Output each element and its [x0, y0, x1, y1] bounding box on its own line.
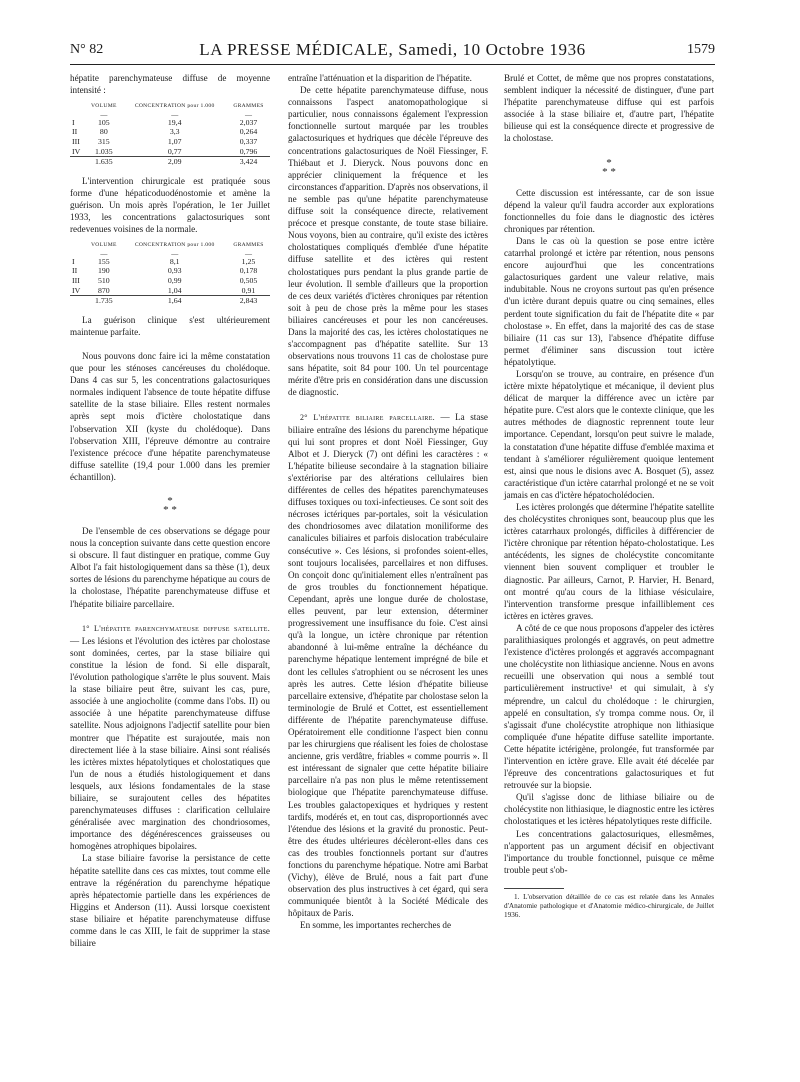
- galactosuria-table-1: VOLUME CONCENTRATION pour 1.000 GRAMMES — — — I 105 19,4 2,037 II 80 3,3 0,264 III 315 1,07 0,337 IV 1.035 0,77 0,796 1.635 2,09 3,424: [70, 102, 270, 167]
- table-row: II 80 3,3 0,264: [72, 127, 258, 137]
- page-header: [70, 40, 715, 62]
- paragraph: hépatite parenchymateuse diffuse de moyenne intensité :: [70, 73, 270, 96]
- column-1: [70, 72, 270, 949]
- column-2: [288, 72, 488, 932]
- paragraph: 2° L'hépatite biliaire parcellaire. — La stase biliaire entraîne des lésions du parenchyme hépatique qui lui sont propres et dont Noël Fiessinger, Guy Albot et J. Dieryck (7) ont défini les caractères : « L'hépatite bilieuse secondaire à la stagnation biliaire s'extériorise par des altérations cellulaires bien différentes de celles des hépatites parenchymateuses diffuses toxiques ou toxi-infectieuses. Ce sont soit des nécroses ictériques par-portales, soit la vésiculation des chondriosomes avec dilatation moniliforme des canalicules biliaires et parfois dislocation trabéculaire consécutive ». Ces lésions, si profondes soient-elles, sont toujours localisées, parcellaires et non diffuses. On conçoit donc qu'initialement elles n'entraînent pas de gros troubles du fonctionnement hépatique. Cependant, après une longue durée de cholostase, elles peuvent, par leur extension, déterminer progressivement une insuffisance du foie. C'est ainsi qu'à la longue, un ictère chronique par rétention abandonné à lui-même entraîne la déchéance du parenchyme hépatique lentement imprégné de bile et dont les cellules s'atrophient ou se nécrosent les unes après les autres. Cette lésion d'hépatite bilieuse parcellaire extensive, d'hépatite par cholostase selon la terminologie de Brulé et Cottet, est essentiellement différente de l'hépatite parenchymateuse diffuse. Opératoirement elle conditionne l'aspect bien connu par les chirurgiens que réalisent les foies de cholostase ancienne, gris verdâtre, friables « comme pourris ». Il est intéressant de signaler que cette hépatite biliaire parcellaire n'a pas non plus le même retentissement biologique que l'hépatite parenchymateuse diffuse. Les troubles galactopexiques et hydriques y restent tardifs, modérés et, en tout cas, disproportionnés avec l'étendue des lésions et la gravité du pronostic. Peut-être des études ultérieures décèleront-elles dans ces cas des troubles fonctionnels portant sur d'autres fonctions du parenchyme hépatique. Notre ami Barbat (Vichy), élève de Brulé, nous a fait part d'une observation des plus instructives à cet égard, qui sera communiquée bientôt à la Société Médicale des hôpitaux de Paris.: [288, 411, 488, 919]
- column-header: VOLUME: [90, 103, 117, 110]
- table-row: III 315 1,07 0,337: [72, 136, 258, 146]
- table-total-row: 1.635 2,09 3,424: [70, 157, 270, 167]
- footnote: 1. L'observation détaillée de ce cas est relatée dans les Annales d'Anatomie pathologique et d'Anatomie médico-chirurgicale, de Juillet 1936.: [504, 892, 714, 919]
- table-row: III 510 0,99 0,505: [72, 276, 258, 285]
- paragraph: A côté de ce que nous proposons d'appeler des ictères paralithiasiques prolongés et aggravés, on peut admettre l'existence d'ictères prolongés et aggravés accompagnant une cholécystite non lithiasique ancienne. Nous en avons recueilli une observation qui nous a semblé tout particulièrement instructive¹ et qui simulait, à s'y méprendre, un calcul du cholédoque : le chirurgien, appelé en consultation, s'y trompa comme nous. Or, il s'agissait d'une cholécystite atrophique non lithiasique compliquée d'une hépatite diffuse satellite importante. Cette hépatite ictérigène, prolongée, fut transformée par l'intervention en ictère grave. Elle avait été décelée par l'épreuve des concentrations galactosuriques et fut retrouvée sur la biopsie.: [504, 622, 714, 791]
- table-row: I 105 19,4 2,037: [72, 117, 258, 127]
- galactosuria-table-2: VOLUME CONCENTRATION pour 1.000 GRAMMES — — — I 155 8,1 1,25 II 190 0,93 0,178 III 510 0,99 0,505 IV 870 1,04 0,91 1.735 1,64 2,843: [70, 241, 270, 306]
- table-row: IV 1.035 0,77 0,796: [72, 146, 258, 156]
- paragraph: Lorsqu'on se trouve, au contraire, en présence d'un ictère mixte hépatolytique et mécanique, il devient plus délicat de marquer la différence avec un ictère par hépatite pure. C'est alors que le contexte clinique, que les autres méthodes de diagnostic reprennent toute leur importance. Cependant, lorsqu'on peut suivre le malade, la constatation d'une hépatite diffuse d'emblée maxima et tendant à s'améliorer régulièrement quoique lentement est, ainsi que nous le disions avec A. Bosquet (5), assez caractéristique d'un ictère catarrhal prolongé et ne se voit jamais en cas d'ictère hépatocholédocien.: [504, 368, 714, 500]
- paragraph: De cette hépatite parenchymateuse diffuse, nous connaissons l'aspect anatomopathologique si particulier, nous connaissons également l'expression fonctionnelle surtout marquée par les troubles galactosuriques et hydriques que décèle l'épreuve des concentrations galactosuriques de Noël Fiessinger, F. Thiébaut et J. Dieryck. Nous pouvons donc en apprécier cliniquement la fréquence et les circonstances d'apparition. D'après nos observations, il ne semble pas qu'une hépatite parenchymateuse diffuse soit la conséquence directe, relativement précoce et presque constante, de toute stase biliaire. Nous voyons, bien au contraire, qu'il existe des ictères cholostatiques compliqués d'emblée d'une hépatite diffuse satellite et des ictères qui restent cholostatiques purs pendant la plus grande partie de leur évolution. Il semble d'ailleurs que la proportion de ces deux variétés d'ictères chroniques par rétention soit à peu de chose près la même pour les stases biliaires cancéreuses et pour les non cancéreuses. Dans la majorité des cas, les ictères cholostatiques ne s'accompagnent pas d'hépatite satellite. Sur 13 observations nous trouvons 11 cas de cholostase pure sans hépatite, soit 84 pour 100. Un tel pourcentage mérite d'être pris en considération dans une discussion de diagnostic.: [288, 85, 488, 398]
- column-header: VOLUME: [90, 242, 117, 249]
- section-separator-stars: * * *: [163, 495, 177, 516]
- paragraph: Nous pouvons donc faire ici la même constatation que pour les sténoses cancéreuses du cholédoque. Dans 4 cas sur 5, les concentrations galactosuriques normales indiquent l'absence de toute hépatite diffuse satellite de la stase biliaire. Elles restent normales après sept mois d'ictère cholostatique dans l'observation XII (kyste du cholédoque). Dans l'observation XIII, l'épreuve démontre au contraire l'existence précoce d'une hépatite parenchymateuse diffuse satellite (19,4 pour 1.000 dans les premier échantillon).: [70, 350, 270, 482]
- paragraph: Cette discussion est intéressante, car de son issue dépend la valeur qu'il faudra accorder aux explorations fonctionnelles du foie dans le diagnostic des ictères chroniques par rétention.: [504, 187, 714, 234]
- issue-number: N° 82: [70, 42, 104, 57]
- journal-title: LA PRESSE MÉDICALE, Samedi, 10 Octobre 1936: [199, 40, 586, 59]
- table-row: I 155 8,1 1,25: [72, 256, 256, 266]
- section-heading: 1° L'hépatite parenchymateuse diffuse satellite.: [82, 623, 270, 633]
- paragraph: Les concentrations galactosuriques, ellesmêmes, n'apportent pas un argument décisif en objectivant l'importance du trouble fonctionnel, puisque ce même trouble peut s'ob-: [504, 828, 714, 875]
- paragraph: Les ictères prolongés que détermine l'hépatite satellite des cholécystites chroniques sont, beaucoup plus que les ictères catarrhaux prolongés, difficiles à différencier de l'ictère chronique par rétention hépato-cholostatique. Les antécédents, les signes de cholécystite concomitante viennent bien souvent compliquer et troubler le diagnostic. Par ailleurs, Carnot, P. Harvier, H. Benard, ont montré qu'au cours de la lithiase vésiculaire, l'intervention transforme presque infailliblement ces ictères en ictères graves.: [504, 502, 714, 621]
- paragraph: entraîne l'atténuation et la disparition de l'hépatite.: [288, 73, 472, 83]
- paragraph: L'intervention chirurgicale est pratiquée sous forme d'une hépaticoduodénostomie et amène la guérison. Un mois après l'opération, le 1er Juillet 1933, les concentrations galactosuriques sont redevenues voisines de la normale.: [70, 175, 270, 235]
- table-total-row: 1.735 1,64 2,843: [70, 296, 270, 306]
- header-rule: [70, 64, 715, 65]
- section-heading: 2° L'hépatite biliaire parcellaire.: [300, 412, 435, 422]
- paragraph: La guérison clinique s'est ultérieurement maintenue parfaite.: [70, 314, 270, 337]
- column-header: GRAMMES: [233, 103, 264, 110]
- column-3: [504, 72, 714, 920]
- paragraph: La stase biliaire favorise la persistance de cette hépatite satellite dans ces cas mixtes, tout comme elle entrave la régénération du parenchyme hépatique après hépatectomie partielle dans les expériences de Higgins et Anderson (11). Aussi lorsque coexistent stase biliaire et hépatite parenchymateuse diffuse comme dans le cas XIII, le fait de supprimer la stase biliaire: [70, 853, 270, 949]
- section-separator-stars: * * *: [602, 156, 616, 178]
- paragraph: 1° L'hépatite parenchymateuse diffuse satellite. — Les lésions et l'évolution des ictères par cholostase sont dominées, certes, par la stase biliaire qui constitue la lésion de fond. Si elle disparaît, l'évolution pathologique s'arrête le plus souvent. Mais la stase biliaire peut être, suivant les cas, pure, associée à une angiocholite (comme dans l'obs. II) ou associée à une hépatite parenchymateuse diffuse satellite. Nous adjoignons l'adjectif satellite pour bien montrer que l'hépatite est surajoutée, mais non directement liée à la stase biliaire. Ainsi sont réalisés les ictères mixtes hépatolytiques et cholostatiques que l'un de nous a étudiés histologiquement et dans lesquels, aux lésions fondamentales de la stase biliaire, se surajoutent celles des hépatites parenchymateuses diffuses : clarification cellulaire généralisée avec margination des chondriosomes, importance des dégénérescences graisseuses ou homogènes atrophiques bipolaires.: [70, 623, 270, 852]
- paragraph: Qu'il s'agisse donc de lithiase biliaire ou de cholécystite non lithiasique, le diagnostic entre les ictères cholostatiques et les ictères hépatolytiques reste difficile.: [504, 792, 714, 827]
- paragraph: En somme, les importantes recherches de: [300, 920, 452, 931]
- column-header: CONCENTRATION pour 1.000: [134, 242, 215, 249]
- paragraph: Dans le cas où la question se pose entre ictère catarrhal prolongé et ictère par rétention, nous pensons encore aujourd'hui que les concentrations galactosuriques gardent une valeur relative, mais indubitable. Nous ne croyons surtout pas qu'en présence d'un ictère durant depuis quatre ou cinq semaines, elles perdent toute signification du fait de l'hépatite dite « par cholostase ». En effet, dans la majorité des cas de stase biliaire (11 cas sur 13), l'absence d'hépatite diffuse permet d'éliminer sans discussion tout ictère hépatolytique.: [504, 235, 714, 367]
- table-row: IV 870 1,04 0,91: [72, 285, 256, 295]
- column-header: CONCENTRATION pour 1.000: [134, 103, 215, 110]
- column-header: GRAMMES: [233, 242, 264, 249]
- table-row: II 190 0,93 0,178: [72, 266, 258, 276]
- page-number: 1579: [687, 42, 715, 57]
- footnote-rule: [504, 888, 564, 889]
- paragraph: De l'ensemble de ces observations se dégage pour nous la conception suivante dans cette question encore si obscure. Il faut distinguer en pratique, comme Guy Albot l'a fait histologiquement dans sa thèse (1), deux sortes de lésions du parenchyme hépatique au cours de la cholostase, l'hépatite parenchymateuse diffuse et l'hépatite biliaire parcellaire.: [70, 526, 270, 609]
- paragraph: Brulé et Cottet, de même que nos propres constatations, semblent indiquer la nécessité de distinguer, d'une part l'hépatite parenchymateuse diffuse qui est parfois associée à la stase biliaire et, d'autre part, l'hépatite bilieuse qui est la conséquence directe et progressive de la cholostase.: [504, 73, 714, 144]
